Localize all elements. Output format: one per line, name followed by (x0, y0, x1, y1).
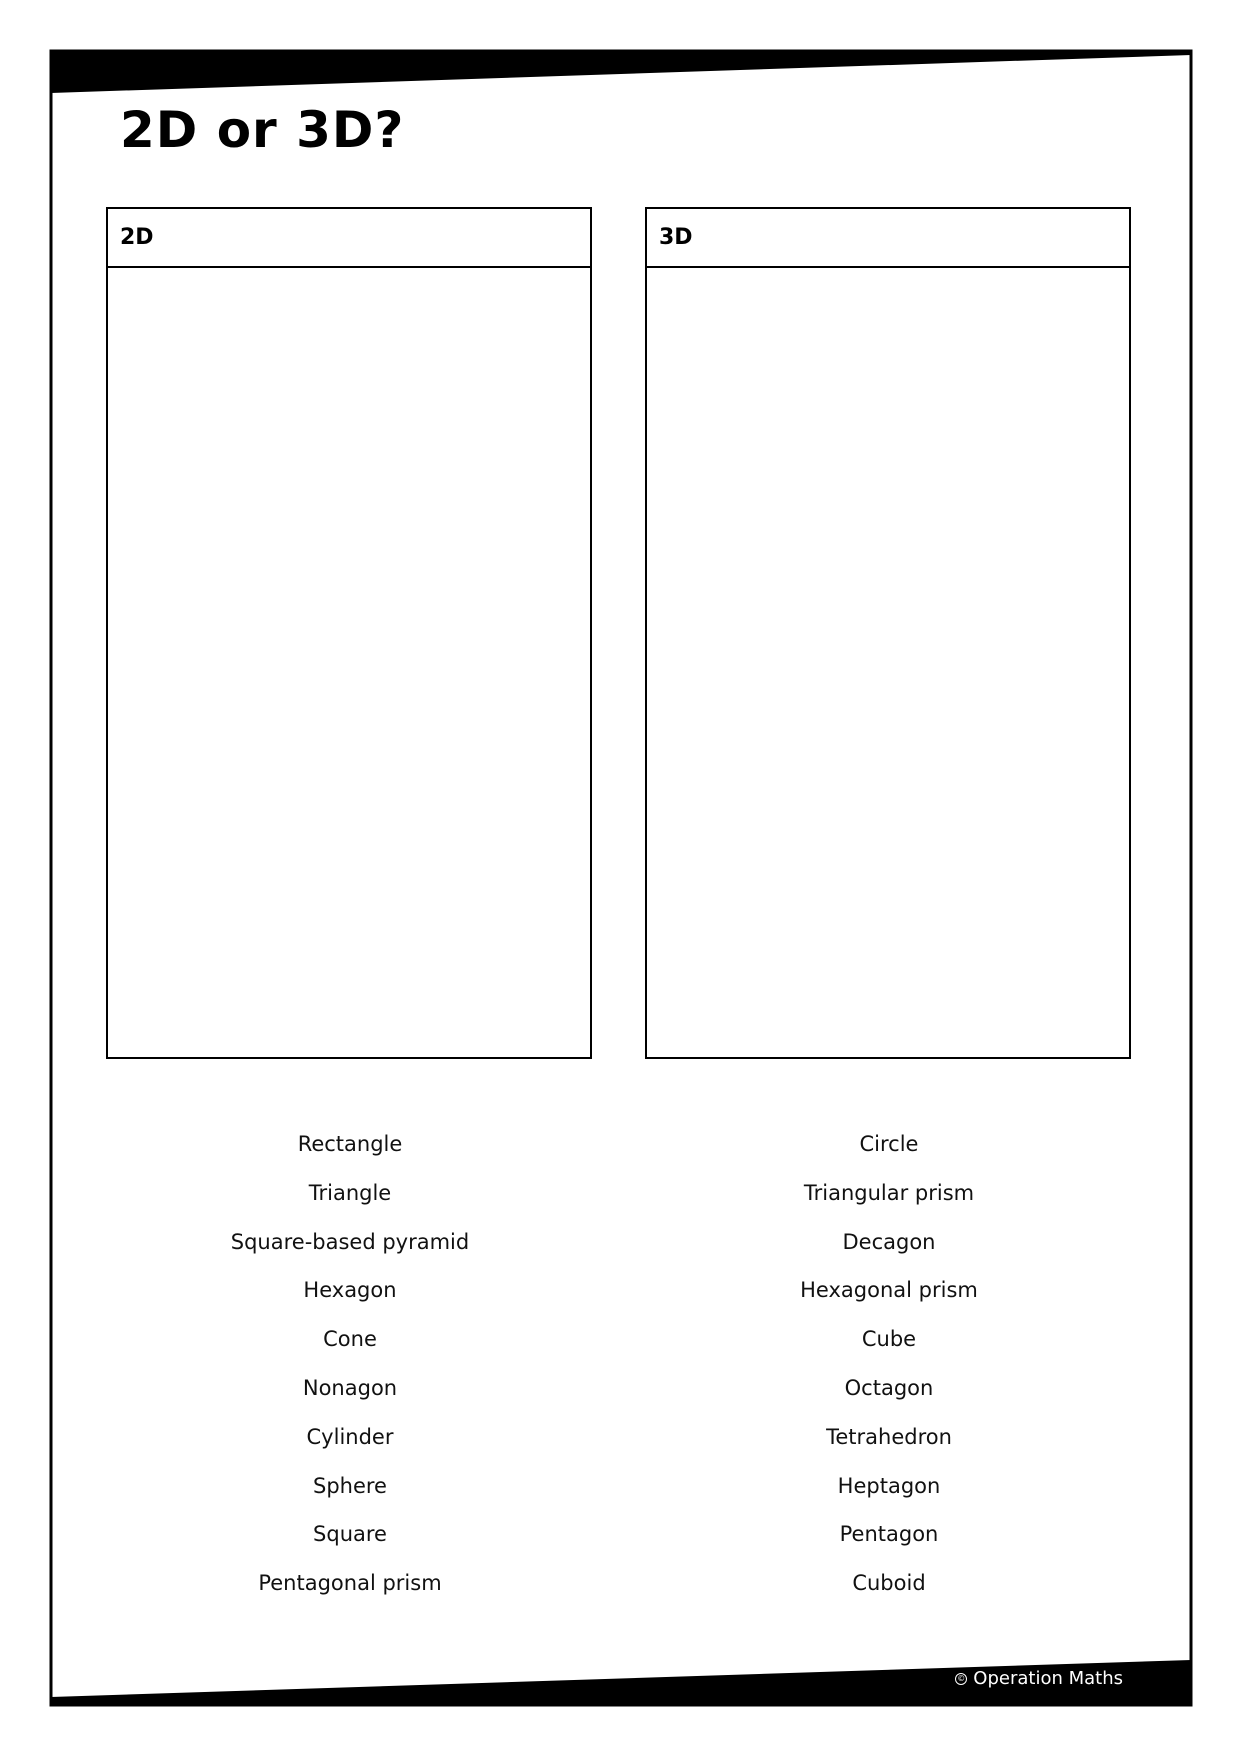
word-bank-item: Octagon (844, 1375, 934, 1400)
footer-credit-text: Operation Maths (973, 1668, 1123, 1689)
sort-box-2d-answer-area[interactable] (108, 268, 590, 1057)
word-bank-item: Hexagonal prism (800, 1278, 978, 1303)
sort-box-3d-answer-area[interactable] (647, 268, 1129, 1057)
word-bank-item: Cone (323, 1327, 377, 1352)
sort-box-2d (106, 207, 592, 1059)
word-bank-item: Pentagonal prism (258, 1571, 442, 1596)
copyright-icon: © (957, 1673, 966, 1683)
word-bank-item: Decagon (842, 1229, 936, 1254)
word-bank-item: Square (313, 1522, 387, 1547)
word-bank-item: Cube (861, 1327, 917, 1352)
word-bank-item: Nonagon (302, 1375, 398, 1400)
sort-box-2d-header: 2D (108, 209, 590, 268)
sort-box-3d-header: 3D (647, 209, 1129, 268)
word-bank-item: Rectangle (297, 1132, 403, 1156)
word-bank-item: Sphere (313, 1473, 387, 1498)
top-banner-band (51, 51, 1191, 93)
word-bank-item: Tetrahedron (826, 1424, 952, 1449)
word-bank-item: Heptagon (837, 1473, 941, 1498)
word-bank-item: Hexagon (303, 1278, 397, 1303)
word-bank-left-column (140, 1120, 560, 1608)
word-bank-item: Pentagon (839, 1522, 939, 1547)
word-bank-right-column (679, 1120, 1099, 1608)
page-title: 2D or 3D? (120, 101, 405, 159)
word-bank-item: Triangular prism (803, 1180, 975, 1205)
word-bank-item: Circle (859, 1132, 919, 1156)
word-bank-item: Square-based pyramid (230, 1229, 470, 1254)
footer-credit (955, 1668, 1123, 1689)
word-bank-item: Cylinder (306, 1424, 394, 1449)
sort-box-3d (645, 207, 1131, 1059)
word-bank-item: Cuboid (852, 1571, 926, 1596)
word-bank-item: Triangle (308, 1180, 392, 1205)
